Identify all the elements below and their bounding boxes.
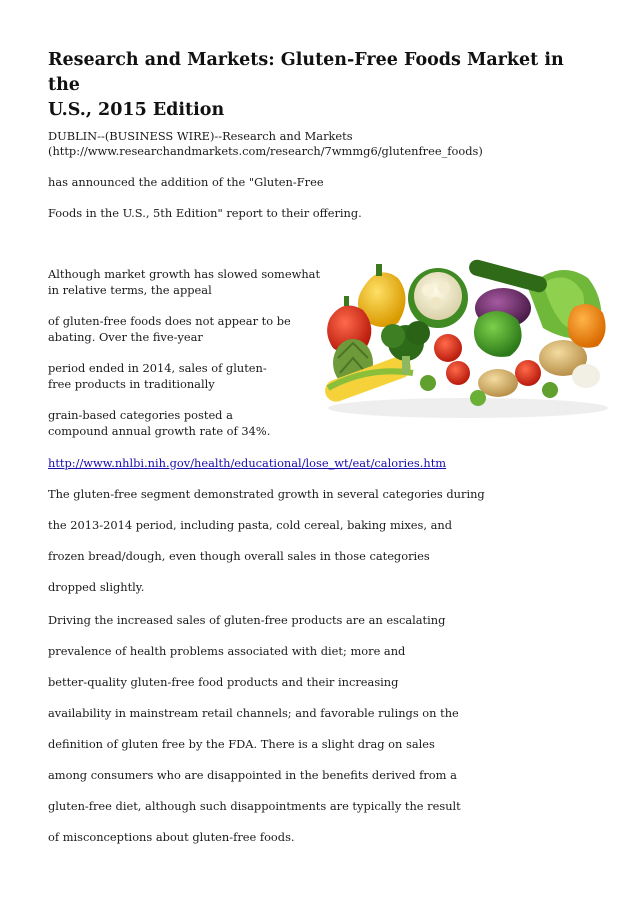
- drivers-line-3: better-quality gluten-free food products and their increasing: [48, 675, 399, 689]
- drivers-line-6: among consumers who are disappointed in the benefits derived from a: [48, 768, 457, 782]
- growth-line-1: Although market growth has slowed somewhat: [48, 267, 321, 281]
- intro-line-4: Foods in the U.S., 5th Edition" report to their offering.: [48, 206, 362, 220]
- growth-line-2: in relative terms, the appeal: [48, 283, 212, 297]
- growth-line-5: period ended in 2014, sales of gluten-: [48, 361, 267, 375]
- drivers-line-4: availability in mainstream retail channels; and favorable rulings on the: [48, 706, 459, 720]
- segment-line-1: The gluten-free segment demonstrated growth in several categories during: [48, 487, 485, 501]
- growth-line-6: free products in traditionally: [48, 377, 215, 391]
- growth-line-3: of gluten-free foods does not appear to be: [48, 314, 291, 328]
- drivers-line-1: Driving the increased sales of gluten-free products are an escalating: [48, 613, 446, 627]
- vegetables-image: [318, 248, 613, 420]
- segment-line-2: the 2013-2014 period, including pasta, cold cereal, baking mixes, and: [48, 518, 453, 532]
- calories-link[interactable]: http://www.nhlbi.nih.gov/health/educational/lose_wt/eat/calories.htm: [48, 456, 447, 470]
- drivers-line-5: definition of gluten free by the FDA. There is a slight drag on sales: [48, 737, 435, 751]
- title-line-1: Research and Markets: Gluten-Free Foods Market in the: [48, 50, 564, 95]
- intro-line-3: has announced the addition of the "Gluten-Free: [48, 175, 324, 189]
- intro-line-2: (http://www.researchandmarkets.com/research/7wmmg6/glutenfree_foods): [48, 144, 483, 158]
- growth-line-7: grain-based categories posted a: [48, 408, 233, 422]
- drivers-line-2: prevalence of health problems associated with diet; more and: [48, 644, 406, 658]
- drivers-line-7: gluten-free diet, although such disappointments are typically the result: [48, 799, 461, 813]
- title-line-2: U.S., 2015 Edition: [48, 100, 225, 120]
- article-title: [48, 48, 588, 123]
- drivers-line-8: of misconceptions about gluten-free foods.: [48, 830, 295, 844]
- growth-line-4: abating. Over the five-year: [48, 330, 203, 344]
- intro-line-1: DUBLIN--(BUSINESS WIRE)--Research and Markets: [48, 129, 353, 143]
- growth-line-8: compound annual growth rate of 34%.: [48, 424, 271, 438]
- segment-line-3: frozen bread/dough, even though overall sales in those categories: [48, 549, 430, 563]
- segment-line-4: dropped slightly.: [48, 580, 145, 594]
